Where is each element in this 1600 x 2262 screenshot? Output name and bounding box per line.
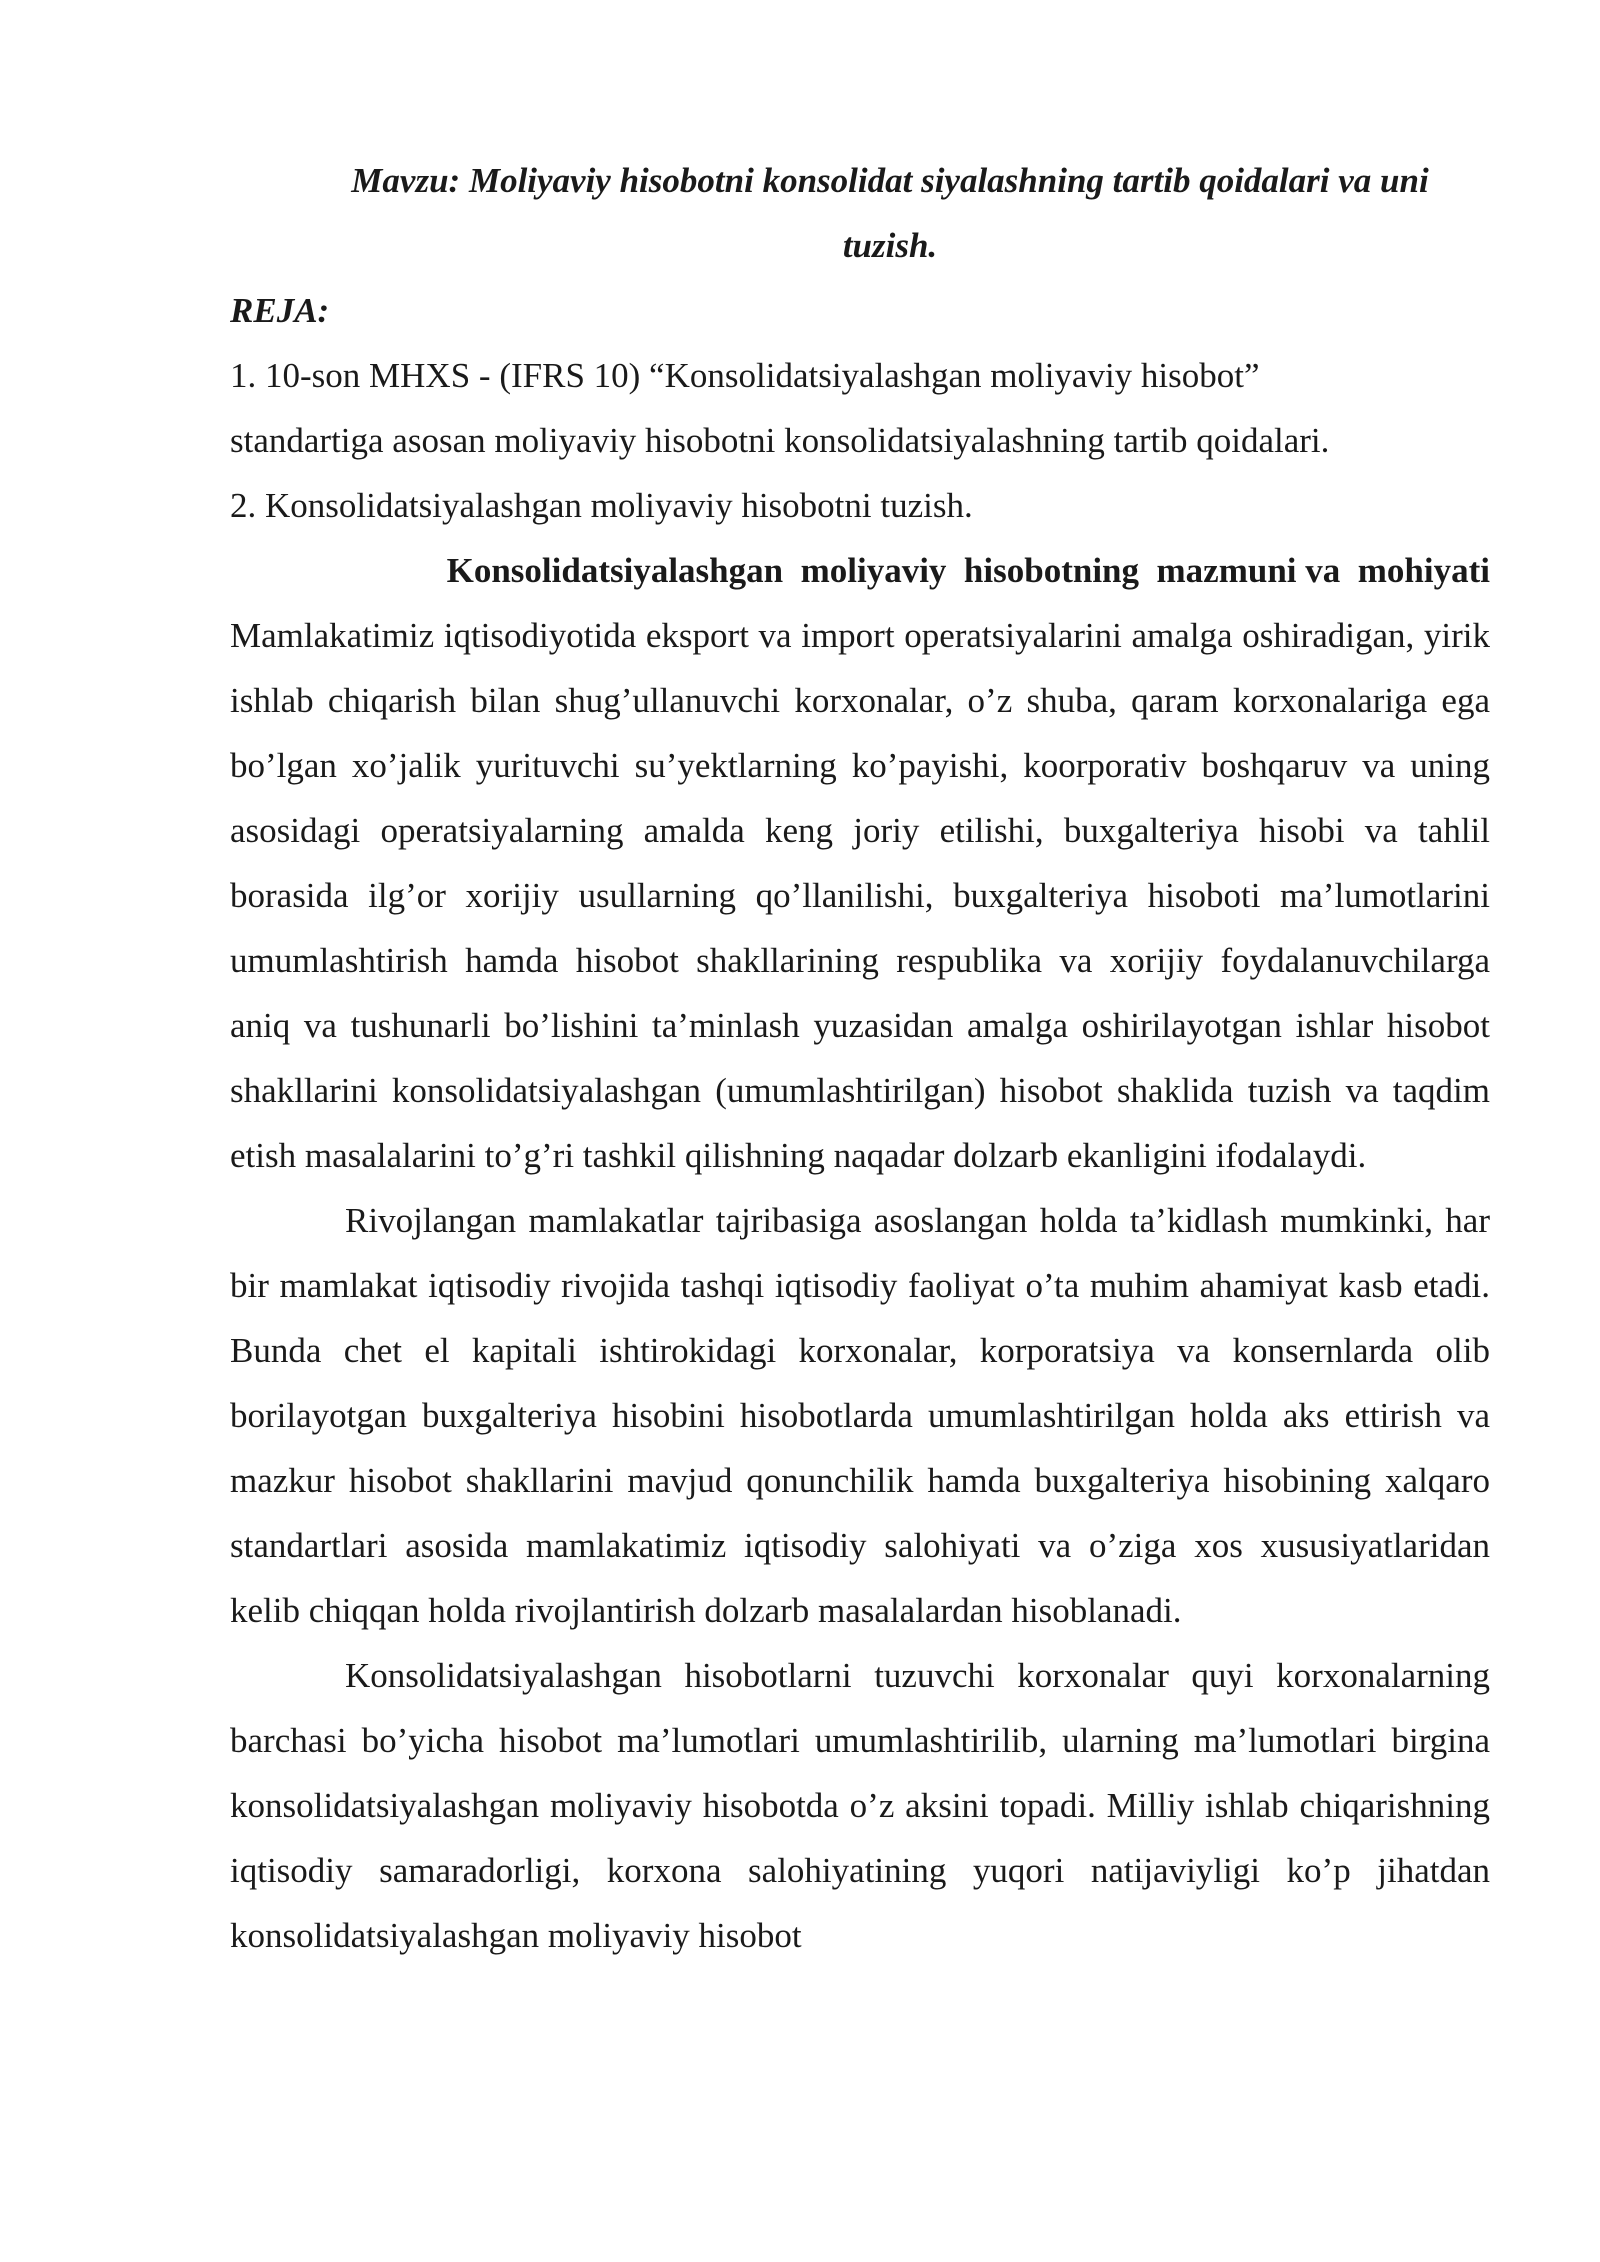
paragraph-1: Mamlakatimiz iqtisodiyotida eksport va import operatsiyalarini amalga oshiradigan, yirik ishlab chiqarish bilan shug’ullanuvchi korxonalar, o’z shuba, qaram korxonalariga ega bo’lgan xo’jalik yurituvchi su’yektlarning ko’payishi, koorporativ boshqaruv va uning asosidagi operatsiyalarning amalda keng joriy etilishi, buxgalteriya hisobi va tahlil borasida ilg’or xorijiy usullarning qo’llanilishi, buxgalteriya hisoboti ma’lumotlarini umumlashtirish hamda hisobot shakllarining respublika va xorijiy foydalanuvchilarga aniq va tushunarli bo’lishini ta’minlash yuzasidan amalga oshirilayotgan ishlar hisobot shakllarini konsolidatsiyalashgan (umumlashtirilgan) hisobot shaklida tuzish va taqdim etish masalalarini to’g’ri tashkil qilishning naqadar dolzarb ekanligini ifodalaydi. [230,616,1490,1175]
document-title [230,148,1520,278]
section-heading: Konsolidatsiyalashgan moliyaviy hisobotning mazmuni va mohiyati [446,551,1490,590]
title-line-1: Mavzu: Moliyaviy hisobotni konsolidat siyalashning tartib qoidalari va uni [351,161,1429,200]
plan-item-1-line-2: standartiga asosan moliyaviy hisobotni konsolidatsiyalashning tartib qoidalari. [230,421,1330,460]
plan-heading: REJA: [230,291,330,330]
title-line-2: tuzish. [842,226,938,265]
plan-item-1-line-1: 1. 10-son MHXS - (IFRS 10) “Konsolidatsiyalashgan moliyaviy hisobot” [230,356,1260,395]
paragraph-3: Konsolidatsiyalashgan hisobotlarni tuzuvchi korxonalar quyi korxonalarning barchasi bo’yicha hisobot ma’lumotlari umumlashtirilib, ularning ma’lumotlari birgina konsolidatsiyalashgan moliyaviy hisobotda o’z aksini topadi. Milliy ishlab chiqarishning iqtisodiy samaradorligi, korxona salohiyatining yuqori natijaviyligi ko’p jihatdan konsolidatsiyalashgan moliyaviy hisobot [230,1656,1490,1955]
paragraph-2: Rivojlangan mamlakatlar tajribasiga asoslangan holda ta’kidlash mumkinki, har bir mamlakat iqtisodiy rivojida tashqi iqtisodiy faoliyat o’ta muhim ahamiyat kasb etadi. Bunda chet el kapitali ishtirokidagi korxonalar, korporatsiya va konsernlarda olib borilayotgan buxgalteriya hisobini hisobotlarda umumlashtirilgan holda aks ettirish va mazkur hisobot shakllarini mavjud qonunchilik hamda buxgalteriya hisobining xalqaro standartlari asosida mamlakatimiz iqtisodiy salohiyati va o’ziga xos xususiyatlaridan kelib chiqqan holda rivojlantirish dolzarb masalalardan hisoblanadi. [230,1201,1490,1630]
plan-item-2: 2. Konsolidatsiyalashgan moliyaviy hisobotni tuzish. [230,486,973,525]
